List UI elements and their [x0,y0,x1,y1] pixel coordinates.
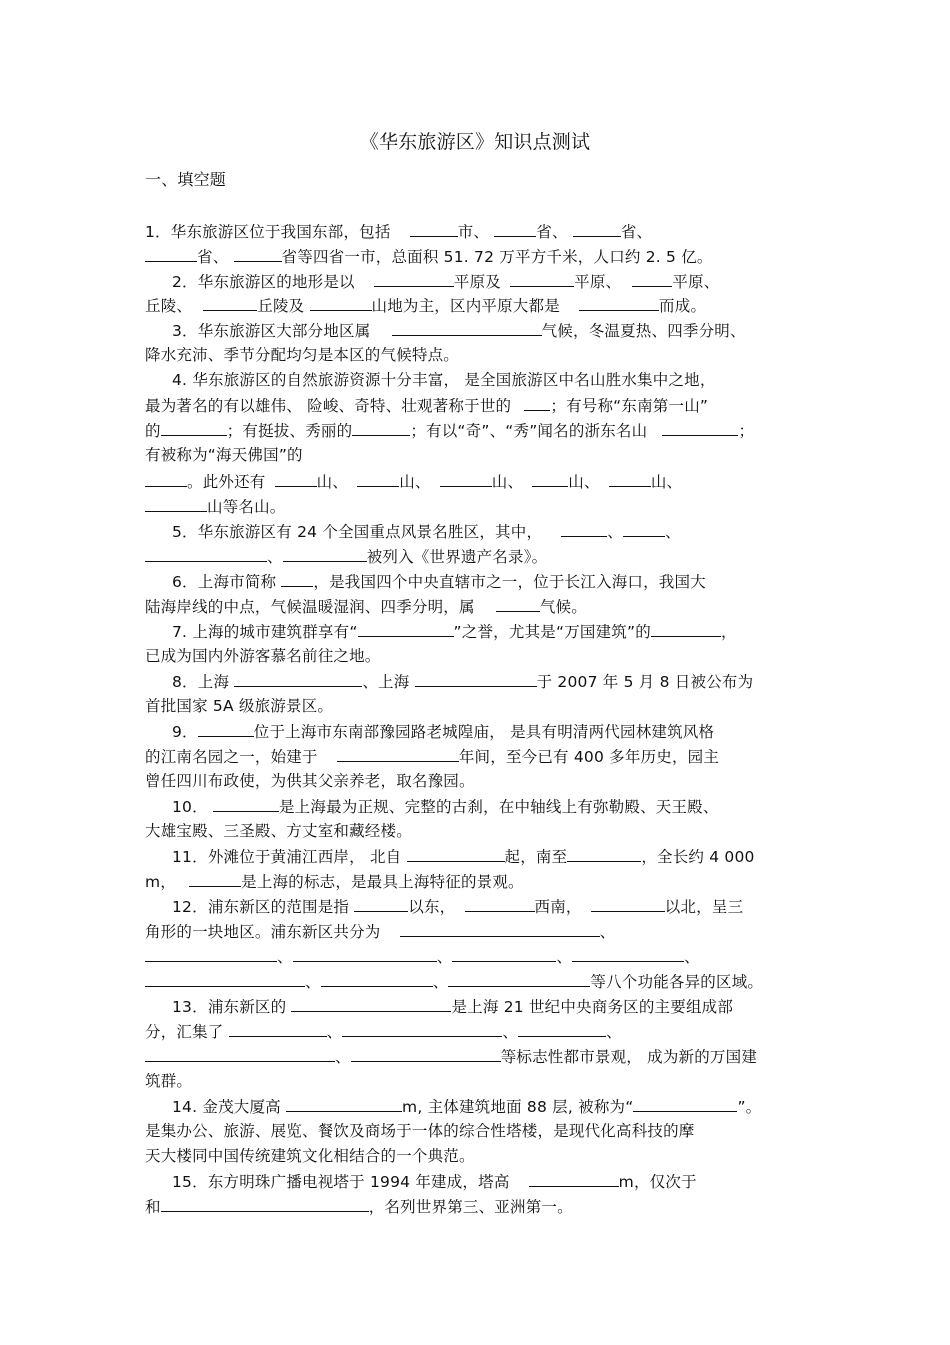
text-segment: 而成。 [659,297,707,315]
answer-blank[interactable] [561,519,607,537]
text-segment: 6．上海市简称 [172,573,277,591]
answer-blank[interactable] [532,469,568,487]
text-segment: 3．华东旅游区大部分地区属 [172,322,371,340]
answer-blank[interactable] [410,219,458,237]
text-segment: 丘陵、 [145,297,193,315]
answer-blank[interactable] [579,293,659,311]
text-segment: 山地为主，区内平原大都是 [371,297,560,315]
question-11-line-1 [172,844,755,869]
answer-blank[interactable] [342,1019,502,1037]
text-segment: 、 [277,948,293,966]
text-segment: 是集办公、旅游、展览、餐饮及商场于一体的综合性塔楼，是现代化高科技的摩 [145,1122,695,1140]
question-14-line-2 [145,1119,695,1143]
question-6-line-1 [172,569,706,594]
text-segment: 筑群。 [145,1072,193,1090]
answer-blank[interactable] [567,844,641,862]
question-5-line-2 [145,544,547,569]
text-segment: 山等名山。 [207,498,286,516]
question-4-line-6 [145,494,286,519]
text-segment: 13．浦东新区的 [172,998,287,1016]
answer-blank[interactable] [145,1044,335,1062]
question-8-line-2 [145,694,333,718]
answer-blank[interactable] [281,569,313,587]
text-segment: 、 [326,1023,343,1041]
text-segment: 天大楼同中国传统建筑文化相结合的一个典范。 [145,1147,475,1165]
answer-blank[interactable] [448,969,590,987]
text-segment: 曾任四川布政使，为供其父亲养老，取名豫园。 [145,772,475,790]
answer-blank[interactable] [407,844,505,862]
question-12-line-4 [145,969,763,994]
text-segment: 气候。 [539,598,587,616]
text-segment: 已成为国内外游客慕名前往之地。 [145,647,381,665]
text-segment: 的 [145,422,161,440]
answer-blank[interactable] [662,418,738,436]
answer-blank[interactable] [229,1019,327,1037]
question-13-line-1 [172,994,733,1019]
text-segment: 平原及 [453,273,502,291]
text-segment: 陆海岸线的中点，气候温暖湿润、四季分明，属 [145,598,475,616]
answer-blank[interactable] [352,418,410,436]
question-15-line-1 [172,1169,697,1194]
text-segment: ；有号称“东南第一山” [550,397,709,415]
text-segment: ，名列世界第三、亚洲第一。 [368,1198,573,1216]
text-segment: 的江南名园之一，始建于 [145,748,318,766]
answer-blank[interactable] [145,494,207,512]
answer-blank[interactable] [145,244,197,262]
answer-blank[interactable] [651,619,721,637]
text-segment: 于 2007 年 5 月 8 日被公布为 [536,673,754,691]
text-segment: 丘陵及 [257,297,305,315]
answer-blank[interactable] [145,469,187,487]
answer-blank[interactable] [310,293,372,311]
text-segment: 1．华东旅游区位于我国东部，包括 [145,223,391,241]
question-2-line-1 [172,269,720,294]
question-13-line-2 [145,1019,622,1044]
text-segment: 、 [436,948,453,966]
answer-blank[interactable] [234,669,362,687]
text-segment: 角形的一块地区。浦东新区共分为 [145,923,381,941]
text-segment: 、 [432,973,449,991]
text-segment: 省等四省一市，总面积 51. 72 万平方千米，人口约 2. 5 亿。 [281,248,713,266]
answer-blank[interactable] [440,469,492,487]
answer-blank[interactable] [524,393,550,411]
text-segment: ， [720,623,737,641]
text-segment: 、 [267,548,283,566]
text-segment: 、 [664,523,681,541]
text-segment: 、 [607,523,623,541]
document-title: 《华东旅游区》知识点测试 [359,131,591,153]
answer-blank[interactable] [203,293,257,311]
question-1-line-2 [145,244,713,269]
text-segment: 、 [305,973,321,991]
answer-blank[interactable] [632,269,672,287]
answer-blank[interactable] [337,744,459,762]
answer-blank[interactable] [198,719,254,737]
question-4-line-4 [145,443,303,467]
text-segment: m， [145,873,176,891]
text-segment: 2．华东旅游区的地形是以 [172,273,355,291]
text-segment: 、 [606,1023,622,1041]
text-segment: 市、 [457,223,490,241]
answer-blank[interactable] [321,969,433,987]
text-segment: ，是我国四个中央直辖市之一，位于长江入海口，我国大 [313,573,706,591]
text-segment: 等八个功能各异的区域。 [590,973,764,991]
text-segment: 起，南至 [504,848,568,866]
answer-blank[interactable] [357,469,399,487]
text-segment: 是上海 21 世纪中央商务区的主要组成部 [451,998,734,1016]
question-7-line-1 [172,619,737,644]
answer-blank[interactable] [189,869,241,887]
text-segment: 14. 金茂大厦高 [172,1098,281,1116]
text-segment: m，仅次于 [618,1173,697,1191]
text-segment: 山、 [491,473,524,491]
text-segment: 西南， [534,898,582,916]
answer-blank[interactable] [591,894,665,912]
answer-blank[interactable] [145,544,267,562]
text-segment: 山、 [650,473,683,491]
answer-blank[interactable] [286,1094,402,1112]
text-segment: 是上海的标志，是最具上海特征的景观。 [241,873,524,891]
answer-blank[interactable] [358,619,454,637]
answer-blank[interactable] [293,944,437,962]
answer-blank[interactable] [529,1169,619,1187]
text-segment: 、 [684,948,700,966]
text-segment: 、 [335,1048,351,1066]
answer-blank[interactable] [465,894,535,912]
text-segment: 大雄宝殿、三圣殿、方丈室和藏经楼。 [145,822,412,840]
answer-blank[interactable] [392,318,542,336]
text-segment: 7. 上海的城市建筑群享有“ [172,623,358,641]
text-segment: 年间，至今已有 400 多年历史，园主 [458,748,720,766]
text-segment: ；有挺拔、秀丽的 [226,422,353,440]
question-2-line-2 [145,293,706,318]
question-9-line-1 [172,719,714,744]
text-segment: 山、 [316,473,349,491]
text-segment: 有被称为“海天佛国”的 [145,446,303,464]
text-segment: 是上海最为正规、完整的古刹，在中轴线上有弥勒殿、天王殿、 [278,798,719,816]
question-3-line-2 [145,343,459,367]
question-9-line-2 [145,744,719,769]
text-segment: 8．上海 [172,673,230,691]
question-4-line-2 [145,393,708,418]
text-segment: 首批国家 5A 级旅游景区。 [145,697,334,715]
answer-blank[interactable] [351,1044,501,1062]
text-segment: 位于上海市东南部豫园路老城隍庙， 是具有明清两代园林建筑风格 [253,723,715,741]
question-14-line-3 [145,1144,475,1168]
text-segment: 省、 [620,223,653,241]
answer-blank[interactable] [354,894,408,912]
answer-blank[interactable] [145,944,277,962]
answer-blank[interactable] [609,469,651,487]
question-14-line-1 [172,1094,761,1119]
text-segment: 分，汇集了 [145,1023,224,1041]
text-segment: 被列入《世界遗产名录》。 [366,548,548,566]
text-segment: 、 [599,923,616,941]
text-segment: 山、 [399,473,431,491]
question-3-line-1 [172,318,746,343]
question-9-line-3 [145,769,475,793]
text-segment: 11．外滩位于黄浦江西岸， 北自 [172,848,402,866]
answer-blank[interactable] [496,594,540,612]
text-segment: 和 [145,1198,161,1216]
text-segment: m, 主体建筑地面 88 层, 被称为“ [402,1098,634,1116]
text-segment: 4. 华东旅游区的自然旅游资源十分丰富， 是全国旅游区中名山胜水集中之地， [172,371,716,389]
text-segment: 15．东方明珠广播电视塔于 1994 年建成，塔高 [172,1173,510,1191]
text-segment: 12．浦东新区的范围是指 [172,898,350,916]
answer-blank[interactable] [145,969,305,987]
answer-blank[interactable] [452,944,556,962]
text-segment: 。此外还有 [187,473,266,491]
text-segment: 5．华东旅游区有 24 个全国重点风景名胜区，其中， [172,523,543,541]
answer-blank[interactable] [161,418,227,436]
text-segment: 、上海 [362,673,410,691]
question-4-line-3 [145,418,754,443]
text-segment: 平原、 [574,273,622,291]
question-4-line-1 [172,368,716,392]
question-12-line-3 [145,944,700,969]
text-segment: 10． [172,798,208,816]
question-4-line-5 [145,469,682,494]
text-segment: ； [738,422,755,440]
text-segment: 9． [172,723,198,741]
text-segment: 平原、 [672,273,720,291]
answer-blank[interactable] [291,994,451,1012]
text-segment: ；有以“奇”、“秀”闻名的浙东名山 [410,422,648,440]
question-13-line-4 [145,1069,192,1093]
text-segment: 以东， [408,898,456,916]
answer-blank[interactable] [283,544,367,562]
section-heading: 一、填空题 [145,170,227,189]
question-15-line-2 [145,1194,573,1219]
text-segment: ”之誉，尤其是“万国建筑”的 [453,623,651,641]
question-1-line-1 [145,219,652,244]
answer-blank[interactable] [161,1194,369,1212]
question-10-line-1 [172,794,719,819]
question-13-line-3 [145,1044,757,1069]
answer-blank[interactable] [213,794,279,812]
question-5-line-1 [172,519,681,544]
answer-blank[interactable] [234,244,282,262]
answer-blank[interactable] [510,269,574,287]
text-segment: 降水充沛、季节分配均匀是本区的气候特点。 [145,346,460,364]
question-8-line-1 [172,669,753,694]
answer-blank[interactable] [572,944,684,962]
answer-blank[interactable] [518,1019,606,1037]
question-11-line-2 [145,869,524,894]
question-12-line-2 [145,919,615,944]
answer-blank[interactable] [623,519,665,537]
answer-blank[interactable] [633,1094,737,1112]
text-segment: 最为著名的有以雄伟、 险峻、奇特、壮观著称于世的 [145,397,512,415]
text-segment: 山、 [568,473,600,491]
text-segment: 省、 [536,223,568,241]
answer-blank[interactable] [374,269,454,287]
text-segment: 气候，冬温夏热、四季分明、 [541,322,746,340]
text-segment: 省、 [197,248,229,266]
text-segment: ，全长约 4 000 [641,848,755,866]
text-segment: 以北，呈三 [664,898,744,916]
question-6-line-2 [145,594,587,619]
answer-blank[interactable] [275,469,317,487]
answer-blank[interactable] [415,669,537,687]
question-12-line-1 [172,894,743,919]
text-segment: 等标志性都市景观， 成为新的万国建 [500,1048,758,1066]
question-10-line-2 [145,819,412,843]
text-segment: 、 [556,948,573,966]
answer-blank[interactable] [494,219,536,237]
question-7-line-2 [145,644,381,668]
text-segment: ”。 [737,1098,762,1116]
text-segment: 、 [502,1023,519,1041]
answer-blank[interactable] [400,919,600,937]
answer-blank[interactable] [573,219,621,237]
